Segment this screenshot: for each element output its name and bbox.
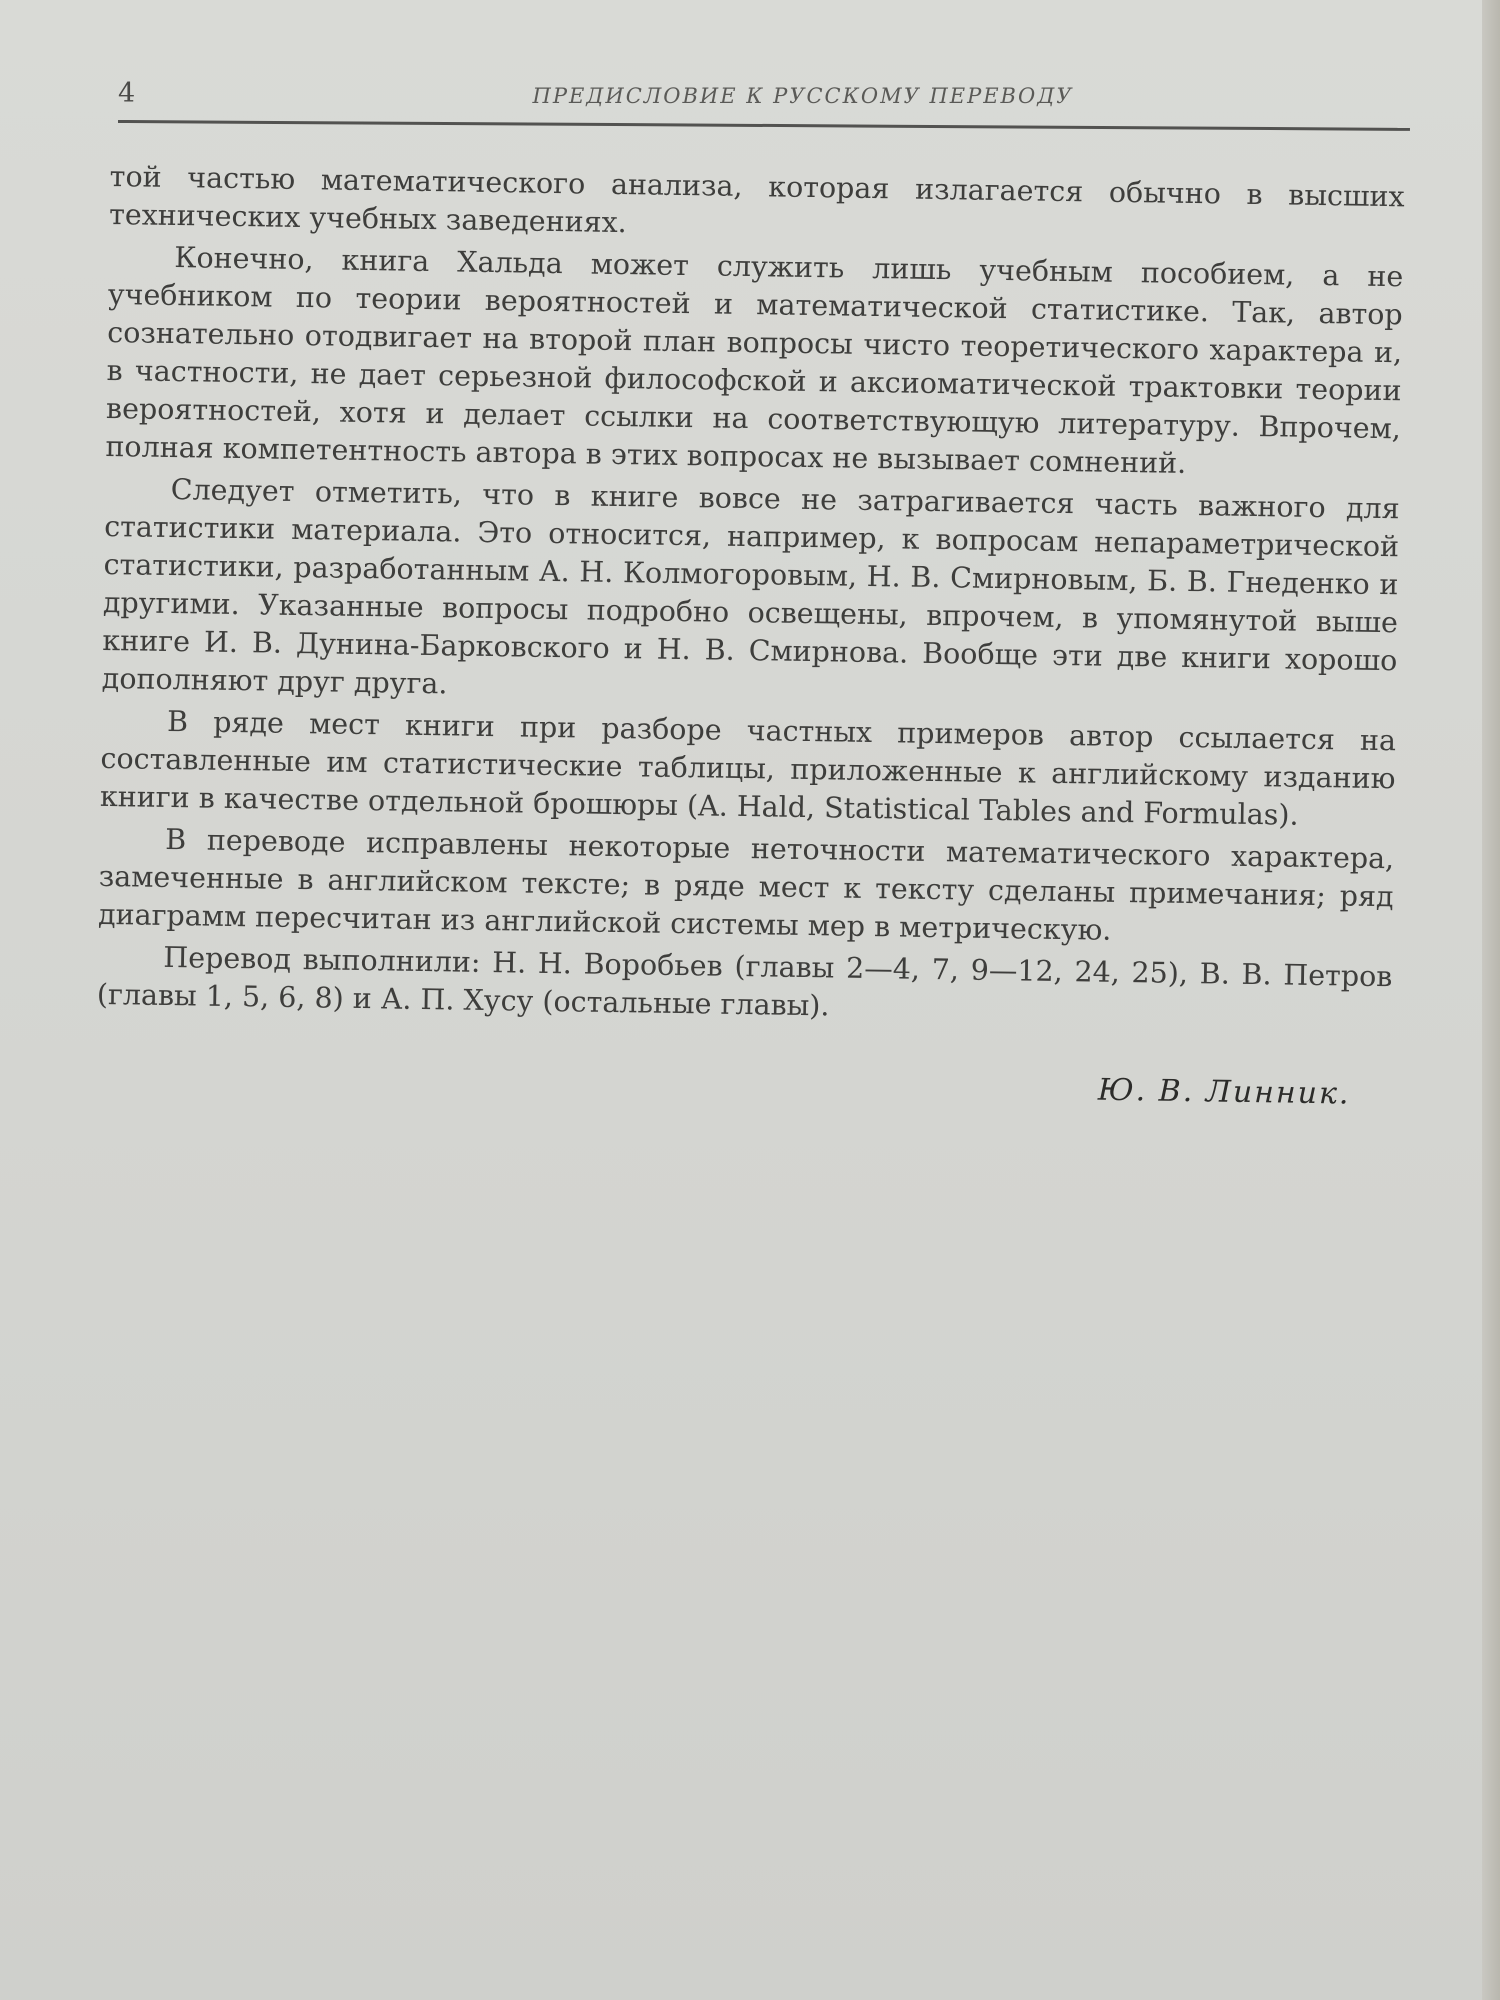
author-signature: Ю. В. Линник.: [1097, 1072, 1351, 1112]
header-rule: [118, 120, 1410, 131]
page-number: 4: [118, 78, 136, 109]
paragraph-textbook-scope: Конечно, книга Хальда может служить лишь учебным пособием, а не учебником по теории вероятностей и математической статистике. Так, автор сознательно отодвигает на второй план вопросы чисто теоретического характера и, в частности, не дает серьезной философской и аксиоматической трактовки теории вероятностей, хотя и делает ссылки на соответствующую литературу. Впрочем, полная компетентность автора в этих вопросах не вызывает сомнений.: [105, 241, 1404, 480]
running-head: ПРЕДИСЛОВИЕ К РУССКОМУ ПЕРЕВОДУ: [532, 84, 1074, 108]
paragraph-tables: В ряде мест книги при разборе частных примеров автор ссылается на составленные им статистические таблицы, приложенные к английскому изданию книги в качестве отдельной брошюры (A. Hald, Statistical Tables and Formulas).: [99, 704, 1397, 832]
page-header: [118, 78, 1408, 118]
paragraph-translators: Перевод выполнили: Н. Н. Воробьев (главы 2—4, 7, 9—12, 24, 25), В. В. Петров (главы 1, 5, 6, 8) и А. П. Хусу (остальные главы).: [96, 940, 1393, 1023]
page-edge-shadow: [1482, 0, 1500, 2000]
body-text: [95, 158, 1405, 1114]
paragraph-corrections: В переводе исправлены некоторые неточности математического характера, замеченные в английском тексте; в ряде мест к тексту сделаны примечания; ряд диаграмм пересчитан из английской системы мер в метрическую.: [97, 822, 1395, 947]
paragraph-continuation: той частью математического анализа, которая излагается обычно в высших технических учебных заведениях.: [108, 159, 1405, 240]
paragraph-nonparametric: Следует отметить, что в книге вовсе не затрагивается часть важного для статистики материала. Это относится, например, к вопросам непараметрической статистики, разработанным А. Н. Колмогоровым, Н. В. Смирновым, Б. В. Гнеденко и другими. Указанные вопросы подробно освещены, впрочем, в упомянутой выше книге И. В. Дунина-Барковского и Н. В. Смирнова. Вообще эти две книги хорошо дополняют друг друга.: [101, 472, 1400, 701]
